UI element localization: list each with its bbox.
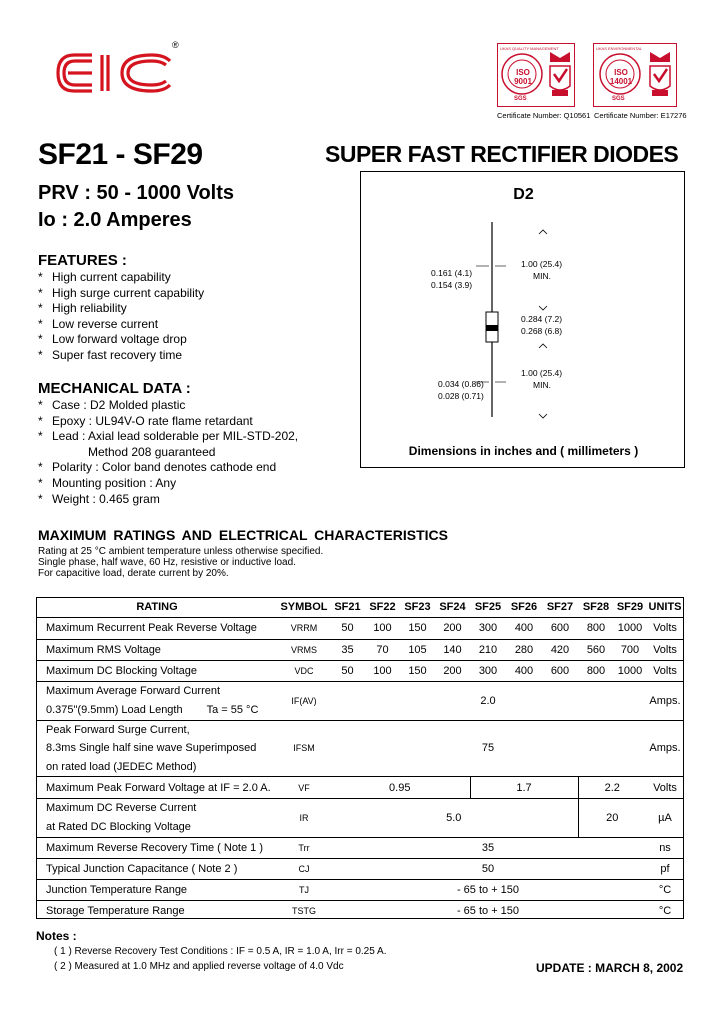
- prv-spec: PRV : 50 - 1000 Volts: [38, 182, 235, 204]
- ratings-intro: Rating at 25 °C ambient temperature unless otherwise specified. Single phase, half wave, 60 Hz, resistive or inductive load. For capacitive load, derate current by 20%.: [38, 546, 324, 579]
- list-item: * Polarity : Color band denotes cathode end: [38, 460, 277, 475]
- cert-mark: SGS: [612, 96, 625, 102]
- table-row: Maximum DC Reverse Current at Rated DC Blocking Voltage IR 5.0 20 µA: [36, 799, 684, 838]
- header-sf27: SF27: [542, 598, 578, 617]
- list-item: * Weight : 0.465 gram: [38, 491, 160, 506]
- table-row: Junction Temperature Range TJ - 65 to + 150 °C: [36, 880, 684, 901]
- io-spec: Io : 2.0 Amperes: [38, 209, 192, 231]
- header-units: UNITS: [646, 598, 684, 617]
- registered-mark: ®: [172, 40, 179, 50]
- dimensions-caption: Dimensions in inches and ( millimeters ): [408, 444, 639, 458]
- header-sf22: SF22: [365, 598, 400, 617]
- cert-top-text: UKAS ENVIRONMENTAL: [596, 46, 643, 51]
- dim-body-dia-max: 0.161 (4.1): [431, 268, 473, 278]
- table-row: Maximum DC Blocking Voltage VDC 50 100 150 200 300 400 600 800 1000 Volts: [36, 660, 684, 681]
- note-2: ( 2 ) Measured at 1.0 MHz and applied reverse voltage of 4.0 Vdc: [54, 961, 344, 972]
- note-1: ( 1 ) Reverse Recovery Test Conditions : IF = 0.5 A, IR = 1.0 A, Irr = 0.25 A.: [54, 946, 387, 957]
- header-rating: RATING: [36, 598, 278, 617]
- dim-lead-dia-min: 0.028 (0.71): [438, 391, 484, 401]
- header-sf29: SF29: [614, 598, 646, 617]
- list-item-cont: Method 208 guaranteed: [88, 444, 216, 459]
- list-item: * Case : D2 Molded plastic: [38, 398, 186, 412]
- package-name: D2: [513, 186, 534, 203]
- header-sf23: SF23: [400, 598, 435, 617]
- table-row: Maximum RMS Voltage VRMS 35 70 105 140 210 280 420 560 700 Volts: [36, 639, 684, 660]
- list-item: * Low forward voltage drop: [38, 332, 187, 347]
- list-item: * High reliability: [38, 301, 127, 316]
- product-description: SUPER FAST RECTIFIER DIODES: [325, 141, 679, 167]
- cert-label: ISO 9001: [514, 68, 532, 86]
- ratings-table: [36, 598, 684, 922]
- list-item: * High surge current capability: [38, 285, 205, 300]
- cert-number-14001: Certificate Number: E17276: [594, 111, 687, 120]
- dim-body-len-min: 0.268 (6.8): [521, 326, 563, 336]
- cert-number-9001: Certificate Number: Q10561: [497, 111, 591, 120]
- dim-body-len-max: 0.284 (7.2): [521, 314, 563, 324]
- dim-body-dia-min: 0.154 (3.9): [431, 280, 473, 290]
- list-item: * Mounting position : Any: [38, 475, 177, 490]
- table-row: Typical Junction Capacitance ( Note 2 ) CJ 50 pf: [36, 859, 684, 880]
- notes-heading: Notes :: [36, 929, 77, 943]
- package-diagram: [360, 171, 685, 468]
- header-sf26: SF26: [506, 598, 542, 617]
- cert-mark: SGS: [514, 96, 527, 102]
- dim-lead-dia-max: 0.034 (0.86): [438, 379, 484, 389]
- iso-14001-certificate: [593, 43, 677, 107]
- table-row: Peak Forward Surge Current, 8.3ms Single half sine wave Superimposed on rated load (JEDEC Method) IFSM 75 Amps.: [36, 720, 684, 777]
- mechanical-list: [38, 398, 358, 507]
- dim-min-2: MIN.: [533, 380, 551, 390]
- mechanical-heading: MECHANICAL DATA :: [38, 380, 191, 397]
- ratings-heading: MAXIMUM RATINGS AND ELECTRICAL CHARACTERISTICS: [38, 527, 448, 543]
- dim-lead-length-bot: 1.00 (25.4): [521, 368, 563, 378]
- features-list: [38, 270, 338, 364]
- header-sf24: SF24: [435, 598, 470, 617]
- dim-min-1: MIN.: [533, 271, 551, 281]
- company-logo: [52, 42, 182, 102]
- header-sf25: SF25: [470, 598, 506, 617]
- table-row: Maximum Reverse Recovery Time ( Note 1 ) Trr 35 ns: [36, 838, 684, 859]
- table-row: Storage Temperature Range TSTG - 65 to + 150 °C: [46, 905, 672, 918]
- cert-label: ISO 14001: [609, 68, 633, 86]
- list-item: * Low reverse current: [38, 316, 159, 331]
- list-item: * Epoxy : UL94V-O rate flame retardant: [38, 413, 253, 428]
- part-number-title: SF21 - SF29: [38, 138, 203, 171]
- list-item: * Lead : Axial lead solderable per MIL-STD-202,: [38, 429, 299, 444]
- eic-logo-icon: [52, 42, 182, 102]
- table-row: Maximum Recurrent Peak Reverse Voltage VRRM 50 100 150 200 300 400 600 800 1000 Volts: [36, 617, 684, 639]
- header-sf28: SF28: [578, 598, 614, 617]
- cert-top-text: UKAS QUALITY MANAGEMENT: [500, 46, 559, 51]
- iso-9001-certificate: [497, 43, 575, 107]
- header-symbol: SYMBOL: [278, 598, 330, 617]
- update-date: UPDATE : MARCH 8, 2002: [536, 961, 684, 975]
- table-row: Maximum Peak Forward Voltage at IF = 2.0 A. VF 0.95 1.7 2.2 Volts: [36, 777, 684, 799]
- features-heading: FEATURES :: [38, 252, 127, 269]
- list-item: * Super fast recovery time: [38, 347, 183, 362]
- list-item: * High current capability: [38, 270, 171, 284]
- table-header-row: [36, 598, 684, 617]
- dim-lead-length-top: 1.00 (25.4): [521, 259, 563, 269]
- header-sf21: SF21: [330, 598, 365, 617]
- table-row: Maximum Average Forward Current 0.375"(9.5mm) Load Length Ta = 55 °C IF(AV) 2.0 Amps.: [36, 681, 684, 720]
